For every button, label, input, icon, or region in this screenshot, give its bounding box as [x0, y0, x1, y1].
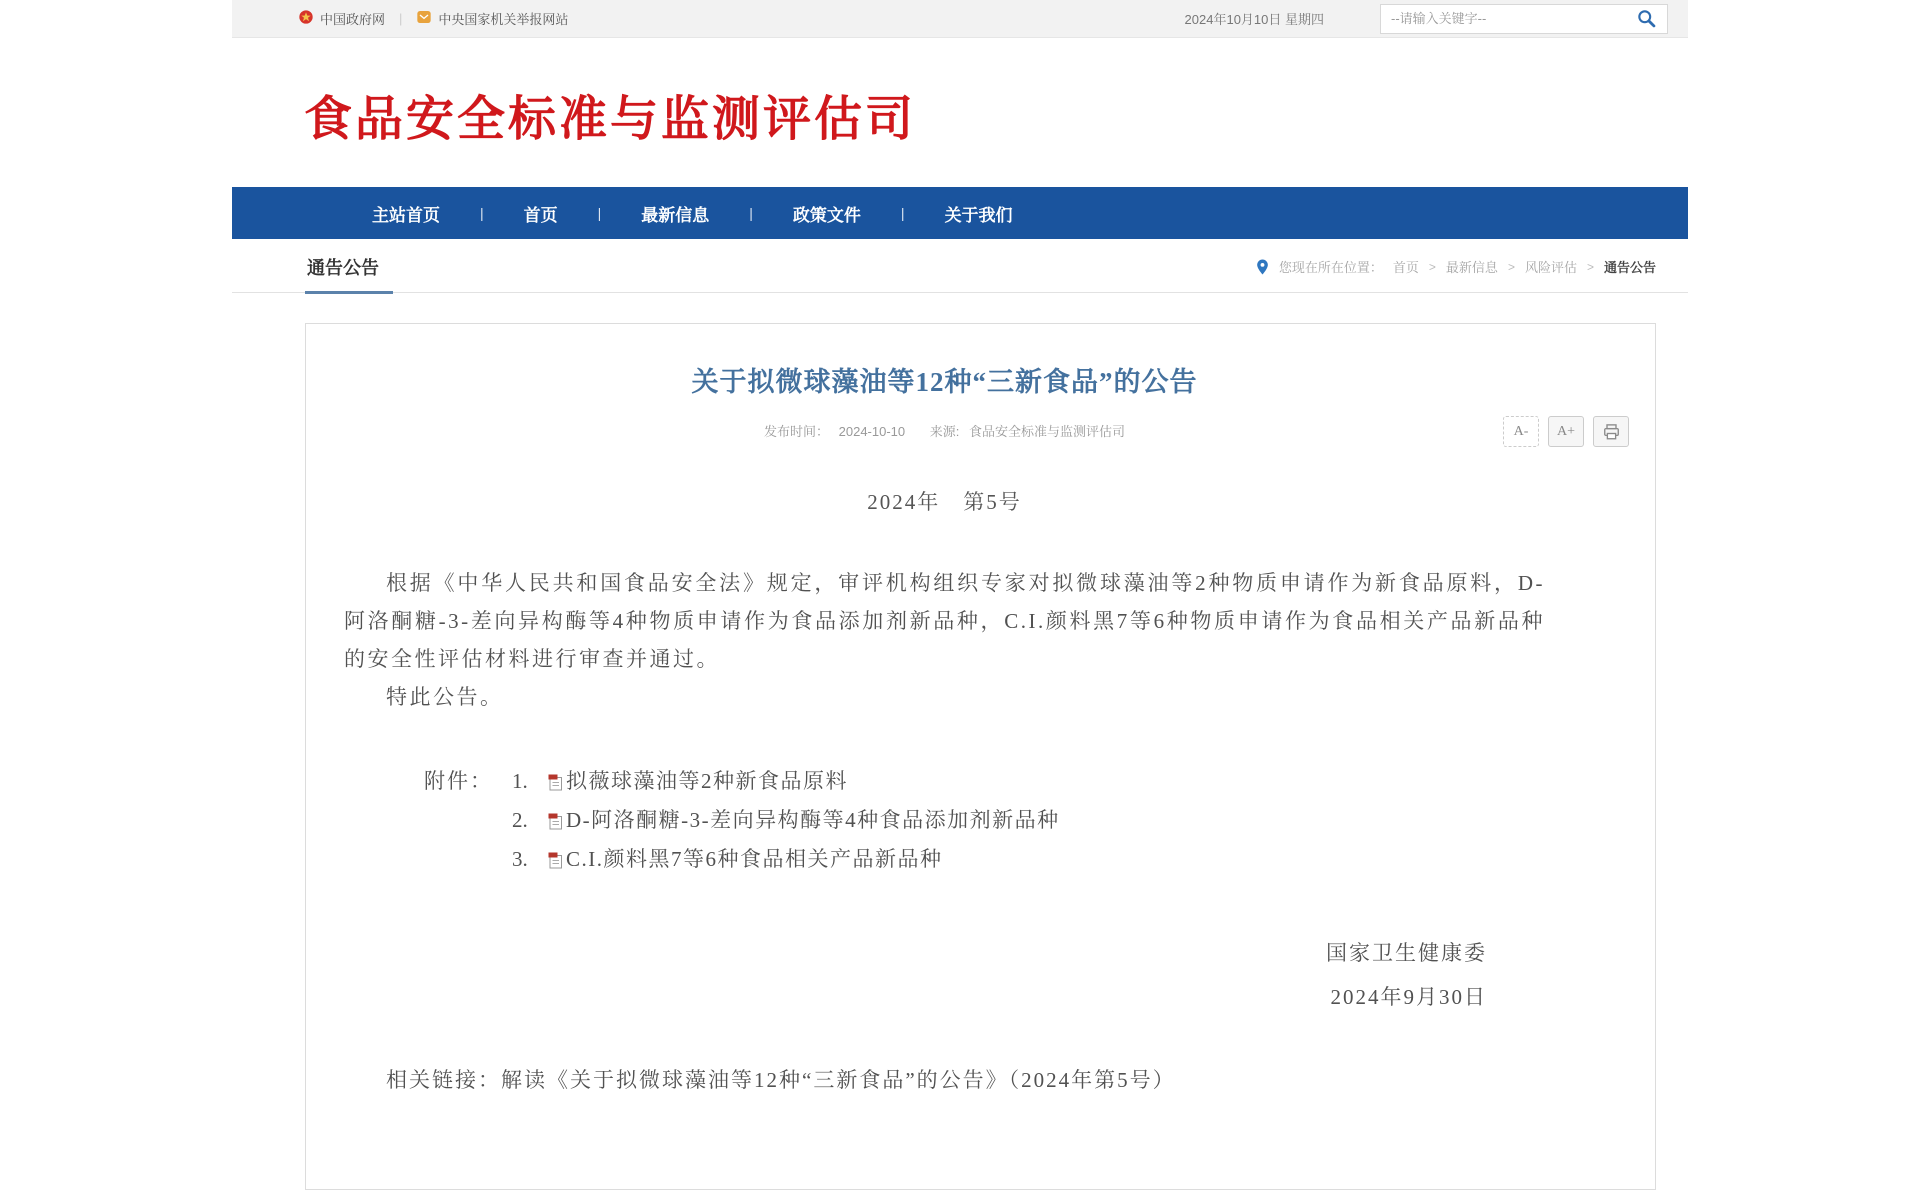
breadcrumb [1256, 257, 1656, 292]
signature-block [344, 931, 1545, 1019]
attachment-number: 3. [512, 847, 528, 871]
publish-time-label: 发布时间： [763, 424, 829, 439]
breadcrumb-row [232, 239, 1688, 293]
site-title: 食品安全标准与监测评估司 [304, 93, 917, 146]
nav-separator: | [900, 205, 905, 221]
attachment-row [424, 840, 1545, 879]
article-paragraph-1: 根据《中华人民共和国食品安全法》规定，审评机构组织专家对拟微球藻油等2种物质申请作为新食品原料，D-阿洛酮糖-3-差向异构酶等4种物质申请作为食品添加剂新品种，C.I.颜料黑7等6种物质申请作为食品相关产品新品种的安全性评估材料进行审查并通过。 [344, 571, 1545, 671]
source-label: 来源: [929, 424, 960, 439]
attachment-link-3[interactable] [548, 840, 943, 879]
topbar-separator: | [399, 11, 403, 26]
article-card [305, 323, 1656, 1190]
nav-item-about-us[interactable]: 关于我们 [944, 205, 1013, 225]
related-links-label: 相关链接： [386, 1068, 501, 1092]
page-container [232, 0, 1688, 1190]
location-pin-icon [1256, 259, 1269, 275]
topbar-links [298, 9, 568, 28]
doc-file-icon [548, 813, 563, 830]
article-meta [344, 421, 1545, 440]
signature-date: 2024年9月30日 [1330, 985, 1487, 1009]
breadcrumb-separator: > [1428, 259, 1436, 274]
breadcrumb-separator: > [1507, 259, 1515, 274]
attachment-label: C.I.颜料黑7等6种食品相关产品新品种 [566, 847, 943, 871]
breadcrumb-risk-assessment[interactable]: 风险评估 [1524, 260, 1577, 275]
section-title: 通告公告 [305, 240, 393, 294]
site-header [232, 38, 1688, 187]
nav-separator: | [480, 205, 484, 221]
font-increase-button[interactable]: A+ [1548, 416, 1584, 447]
breadcrumb-latest-news[interactable]: 最新信息 [1445, 260, 1498, 275]
doc-file-icon [548, 852, 563, 869]
attachment-number: 1. [512, 769, 528, 793]
font-decrease-button[interactable]: A- [1503, 416, 1539, 447]
report-site-link[interactable] [416, 9, 568, 28]
search-input[interactable] [1391, 11, 1631, 26]
current-date: 2024年10月10日 星期四 [1184, 12, 1324, 27]
attachment-row [424, 801, 1545, 840]
search-icon[interactable] [1631, 5, 1661, 33]
article-body [344, 486, 1545, 1099]
nav-item-policy-documents[interactable]: 政策文件 [792, 205, 861, 225]
source-value: 食品安全标准与监测评估司 [969, 424, 1126, 439]
print-button[interactable] [1593, 416, 1629, 447]
article-title: 关于拟微球藻油等12种“三新食品”的公告 [691, 367, 1198, 397]
doc-file-icon [548, 774, 563, 791]
signature-agency: 国家卫生健康委 [1326, 941, 1487, 965]
nav-separator: | [597, 205, 602, 221]
breadcrumb-separator: > [1586, 259, 1594, 274]
publish-time-value: 2024-10-10 [838, 424, 906, 439]
attachments-list [424, 762, 1545, 879]
related-links [344, 1061, 1545, 1099]
attachment-link-2[interactable] [548, 801, 1060, 840]
attachment-label: D-阿洛酮糖-3-差向异构酶等4种食品添加剂新品种 [566, 808, 1060, 832]
report-site-label: 中央国家机关举报网站 [438, 12, 569, 27]
article-toolbar [1503, 416, 1629, 447]
attachment-label: 拟薇球藻油等2种新食品原料 [566, 769, 848, 793]
breadcrumb-current: 通告公告 [1603, 260, 1656, 275]
nav-item-main-home[interactable]: 主站首页 [372, 205, 440, 225]
related-interpretation-link[interactable]: 解读《关于拟微球藻油等12种“三新食品”的公告》（2024年第5号） [501, 1068, 1176, 1092]
report-site-icon [416, 9, 432, 28]
breadcrumb-location-label: 您现在所在位置： [1278, 260, 1383, 275]
attachment-row [424, 762, 1545, 801]
search-box [1380, 4, 1668, 34]
nav-item-latest-news[interactable]: 最新信息 [641, 205, 710, 225]
article-paragraph-2: 特此公告。 [386, 685, 504, 709]
gov-site-label: 中国政府网 [320, 12, 386, 27]
nav-separator: | [749, 205, 753, 221]
attachment-number: 2. [512, 808, 528, 832]
breadcrumb-home[interactable]: 首页 [1392, 260, 1419, 275]
nav-item-home[interactable]: 首页 [523, 205, 558, 225]
topbar [232, 0, 1688, 38]
gov-site-link[interactable] [298, 9, 385, 28]
topbar-right [1185, 4, 1668, 34]
main-nav [232, 187, 1688, 239]
attachments-label: 附件： [424, 769, 493, 793]
national-emblem-icon [298, 9, 314, 28]
document-number: 2024年 第5号 [867, 490, 1022, 514]
attachment-link-1[interactable] [548, 762, 848, 801]
